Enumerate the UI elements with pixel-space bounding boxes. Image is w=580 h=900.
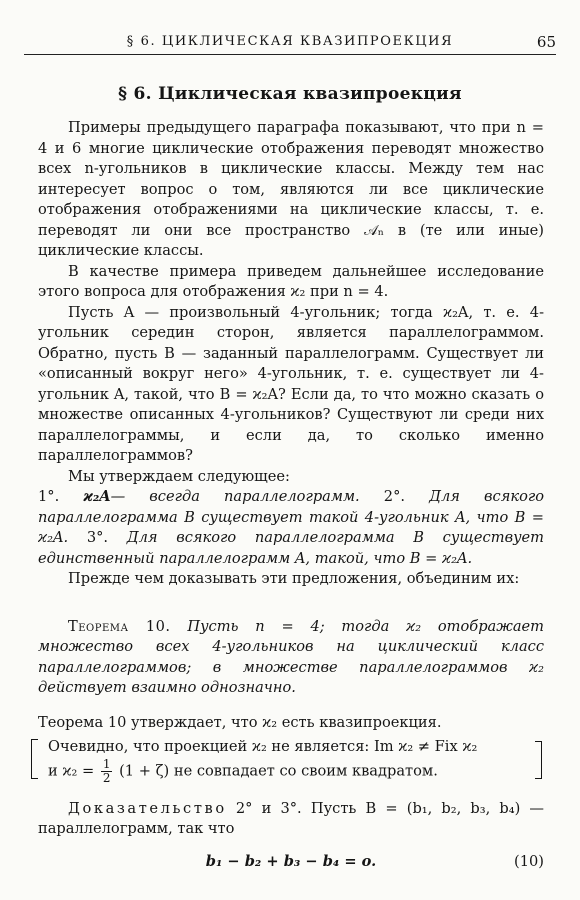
claims-paragraph — [38, 487, 544, 569]
remark-line-1: Очевидно, что проекцией ϰ₂ не является: Im ϰ₂ ≠ Fix ϰ₂ — [48, 738, 478, 755]
claim-3-text: Для всякого параллелограмма B существует единственный параллелограмм A, такой, что B = ϰ₂A. — [38, 529, 545, 567]
equation-number: (10) — [514, 852, 544, 870]
equation-formula: b₁ − b₂ + b₃ − b₄ = o. — [205, 852, 377, 870]
claim-2-mark: 2°. — [383, 488, 406, 505]
paragraph-1: Примеры предыдущего параграфа показывают, что при n = 4 и 6 многие циклические отображения переводят множество всех n-угольников в циклические классы. Между тем нас интересует вопрос о том, являются ли все циклические отображения отображениями на циклические классы, т. е. переводят ли они все пространство 𝒜ₙ в (те или иные) циклические классы. — [38, 119, 544, 259]
spacer — [38, 699, 544, 713]
equation-10 — [38, 852, 544, 878]
paragraph-3: Пусть A — произвольный 4-угольник; тогда ϰ₂A, т. е. 4-угольник середин сторон, является параллелограммом. Обратно, пусть B — заданный параллелограмм. Существует ли «описанный вокруг него» 4-угольник, т. е. существует ли 4-угольник A, такой, что B = ϰ₂A? Если да, то что можно сказать о множестве описанных 4-угольников? Существуют ли среди них параллелограммы, и если да, то сколько именно параллелограммов? — [38, 303, 544, 464]
spacer — [38, 785, 544, 799]
theorem-10 — [38, 617, 544, 699]
paragraph-2: В качестве примера приведем дальнейшее исследование этого вопроса для отображения ϰ₂ при n = 4. — [38, 262, 544, 300]
claim-3-mark: 3°. — [86, 529, 109, 546]
theorem-text: Пусть n = 4; тогда ϰ₂ отображает множество всех 4-угольников на циклический класс параллелограммов; в множестве параллелограммов ϰ₂ действует взаимно однозначно. — [38, 617, 545, 696]
fraction-one-half — [101, 758, 113, 785]
theorem-label: Теорема 10. — [68, 617, 171, 635]
paragraph-5: Прежде чем доказывать эти предложения, объединим их: — [68, 570, 520, 587]
remark-line-2-start: и ϰ₂ = — [48, 762, 95, 779]
running-head-title: § 6. ЦИКЛИЧЕСКАЯ КВАЗИПРОЕКЦИЯ — [126, 34, 454, 49]
fraction-numerator: 1 — [102, 756, 111, 771]
remark-line-2-end: (1 + ζ) не совпадает со своим квадратом. — [119, 762, 438, 779]
bracketed-remark — [38, 737, 544, 785]
claim-1-mark: 1°. — [38, 488, 60, 505]
remark-line-2 — [48, 758, 520, 785]
paragraph-6: Теорема 10 утверждает, что ϰ₂ есть квазипроекция. — [38, 713, 442, 731]
claim-1-text: — всегда параллелограмм. — [110, 488, 360, 505]
proof-paragraph — [38, 799, 544, 840]
section-heading: § 6. Циклическая квазипроекция — [118, 84, 462, 104]
paragraph-4: Мы утверждаем следующее: — [68, 467, 290, 485]
proof-label: Доказательство — [68, 799, 227, 817]
claim-2-text: Для всякого параллелограмма B существует такой 4-угольник A, что B = ϰ₂A. — [38, 488, 545, 546]
claim-1-formula: ϰ₂A — [83, 488, 111, 505]
body-text — [38, 118, 544, 878]
running-head — [24, 32, 556, 55]
page-number: 65 — [536, 33, 556, 51]
proof-text: 2° и 3°. Пусть B = (b₁, b₂, b₃, b₄) — параллелограмм, так что — [38, 799, 545, 837]
fraction-denominator: 2 — [102, 770, 111, 785]
